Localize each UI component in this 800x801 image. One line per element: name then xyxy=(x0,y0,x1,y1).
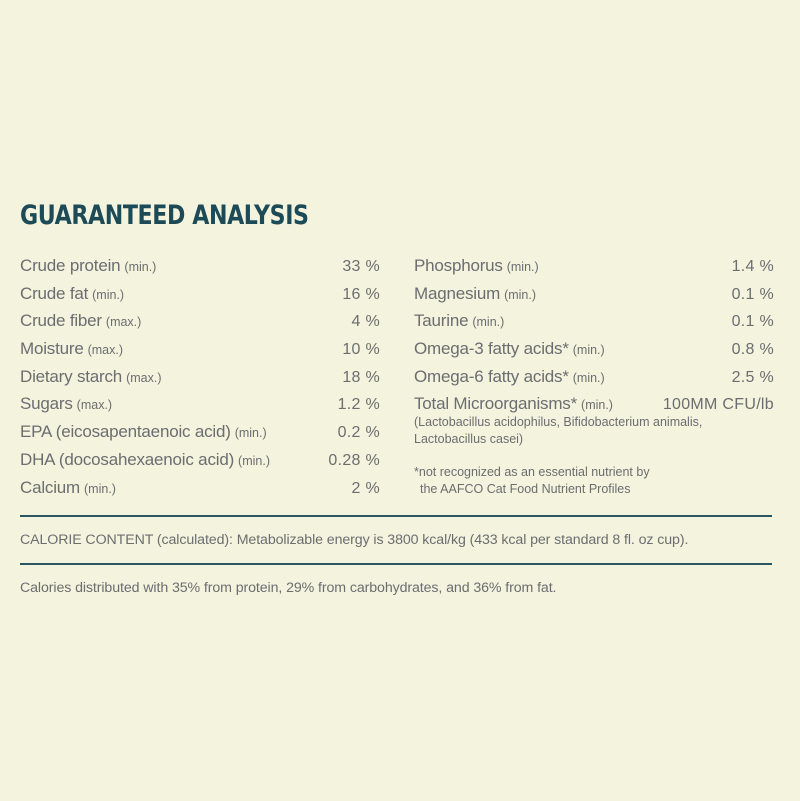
nutrient-name: Magnesium xyxy=(414,283,501,303)
calorie-content: CALORIE CONTENT (calculated): Metabolizable energy is 3800 kcal/kg (433 kcal per standard 8 fl. oz cup). xyxy=(20,532,689,548)
nutrient-qualifier: (max.) xyxy=(105,315,142,330)
nutrient-value: 0.1 % xyxy=(731,313,774,331)
analysis-right-column xyxy=(414,252,774,498)
divider xyxy=(20,563,772,565)
nutrient-qualifier: (min.) xyxy=(238,453,270,468)
guaranteed-analysis-title: GUARANTEED ANALYSIS xyxy=(20,200,309,231)
nutrient-name: Omega-6 fatty acids* xyxy=(414,366,569,386)
analysis-row xyxy=(414,307,774,335)
calorie-distribution: Calories distributed with 35% from protein, 29% from carbohydrates, and 36% from fat. xyxy=(20,580,557,596)
nutrient-value: 16 % xyxy=(342,285,380,303)
nutrient-qualifier: (max.) xyxy=(87,343,124,358)
nutrient-qualifier: (min.) xyxy=(506,260,539,274)
nutrient-value: 0.28 % xyxy=(328,451,380,469)
nutrient-value: 33 % xyxy=(342,258,380,275)
analysis-row xyxy=(20,335,380,363)
aafco-footnote xyxy=(414,464,774,498)
nutrient-name: DHA (docosahexaenoic acid) xyxy=(20,449,235,469)
nutrient-qualifier: (min.) xyxy=(234,426,267,441)
microorganisms-note xyxy=(414,414,774,448)
nutrient-value: 0.1 % xyxy=(731,285,774,303)
nutrient-qualifier: (min.) xyxy=(504,287,537,302)
nutrient-name: Crude protein xyxy=(20,256,121,275)
footnote-line: *not recognized as an essential nutrient by xyxy=(414,465,650,480)
nutrient-qualifier: (min.) xyxy=(581,398,613,413)
nutrient-name: Crude fat xyxy=(20,283,89,303)
microorganisms-note-line: (Lactobacillus acidophilus, Bifidobacterium animalis, xyxy=(414,415,703,430)
nutrient-qualifier: (min.) xyxy=(572,370,605,385)
nutrient-name: Phosphorus xyxy=(414,256,503,275)
nutrient-value: 100MM CFU/lb xyxy=(662,396,774,414)
analysis-row xyxy=(20,363,380,391)
nutrient-value: 0.8 % xyxy=(731,341,774,359)
microorganisms-note-line: Lactobacillus casei) xyxy=(414,432,524,447)
analysis-row xyxy=(20,280,380,308)
divider xyxy=(20,515,772,517)
nutrient-qualifier: (min.) xyxy=(472,315,505,330)
nutrient-name: Omega-3 fatty acids* xyxy=(414,339,569,359)
nutrient-value: 2 % xyxy=(351,479,380,497)
nutrient-name: Calcium xyxy=(20,477,81,497)
analysis-row xyxy=(20,390,380,418)
analysis-row xyxy=(20,474,380,502)
nutrient-qualifier: (min.) xyxy=(92,287,125,302)
analysis-row xyxy=(20,307,380,335)
nutrient-value: 4 % xyxy=(351,313,380,331)
analysis-row xyxy=(414,363,774,391)
analysis-left-column xyxy=(20,252,380,501)
analysis-row xyxy=(414,335,774,363)
nutrient-qualifier: (min.) xyxy=(124,260,157,274)
nutrient-name: Sugars xyxy=(20,394,73,414)
analysis-row xyxy=(20,446,380,474)
nutrient-value: 2.5 % xyxy=(731,368,774,386)
nutrient-name: Crude fiber xyxy=(20,311,102,331)
nutrient-name: EPA (eicosapentaenoic acid) xyxy=(20,422,231,442)
nutrient-value: 10 % xyxy=(342,341,380,359)
nutrient-name: Moisture xyxy=(20,339,84,359)
nutrient-qualifier: (min.) xyxy=(572,343,605,358)
nutrient-value: 1.2 % xyxy=(337,396,380,414)
analysis-row xyxy=(414,252,774,280)
nutrient-qualifier: (min.) xyxy=(84,481,116,496)
nutrient-name: Total Microorganisms* xyxy=(414,394,578,414)
footnote-line: the AAFCO Cat Food Nutrient Profiles xyxy=(420,482,631,497)
nutrient-name: Dietary starch xyxy=(20,366,123,386)
analysis-row xyxy=(20,252,380,280)
nutrient-name: Taurine xyxy=(414,311,469,331)
analysis-row xyxy=(20,418,380,446)
nutrient-qualifier: (max.) xyxy=(126,370,162,385)
nutrient-value: 18 % xyxy=(342,368,380,386)
nutrient-qualifier: (max.) xyxy=(76,398,113,413)
analysis-row xyxy=(414,280,774,308)
nutrient-value: 1.4 % xyxy=(731,258,774,275)
nutrient-value: 0.2 % xyxy=(337,424,380,442)
